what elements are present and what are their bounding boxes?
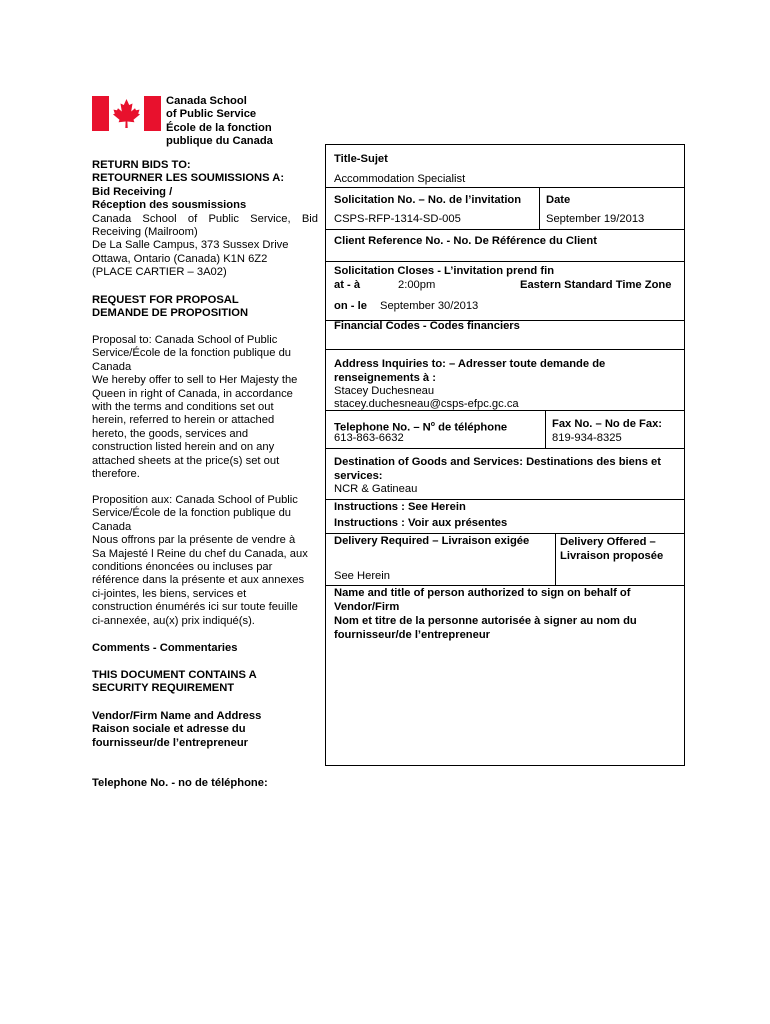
divider	[326, 187, 684, 188]
return-bids-title-fr: RETOURNER LES SOUMISSIONS A:	[92, 172, 285, 185]
divider	[545, 410, 546, 448]
solicitation-box	[325, 144, 685, 766]
proposal-line: Proposal to: Canada School of Public	[92, 334, 278, 346]
proposal-line: référence dans la présente et aux annexes	[92, 574, 305, 587]
divider	[555, 533, 556, 585]
rfp-title	[92, 294, 318, 321]
destination-label-cont: services:	[334, 470, 383, 482]
date-label: Date	[546, 194, 571, 206]
proposal-english	[92, 334, 318, 481]
inquiries-label: Address Inquiries to: – Adresser toute demande de	[334, 358, 606, 370]
closing-time: 2:00pm	[398, 279, 436, 291]
vendor-line: Raison sociale et adresse du	[92, 723, 246, 736]
proposal-line: Sa Majesté l Reine du chef du Canada, aux	[92, 547, 308, 560]
proposal-french	[92, 494, 318, 628]
destination-value: NCR & Gatineau	[334, 483, 418, 495]
security-requirement	[92, 669, 318, 696]
solicitation-closes-label: Solicitation Closes - L’invitation prend fin	[334, 265, 555, 277]
divider	[326, 499, 684, 500]
proposal-line: with the terms and conditions set out	[92, 401, 274, 414]
proposal-line: herein, referred to herein or attached	[92, 414, 275, 427]
solicitation-no-label: Solicitation No. – No. de l’invitation	[334, 194, 522, 206]
instructions-en: Instructions : See Herein	[334, 501, 466, 513]
contact-email[interactable]: stacey.duchesneau@csps-efpc.gc.ca	[334, 398, 519, 410]
contact-name: Stacey Duchesneau	[334, 385, 435, 397]
title-value: Accommodation Specialist	[334, 173, 466, 185]
telephone-no-value: 613-863-6632	[334, 432, 404, 444]
at-label: at - à	[334, 279, 361, 291]
divider	[326, 261, 684, 262]
comments-label: Comments - Commentaries	[92, 642, 238, 654]
vendor-line: Vendor/Firm Name and Address	[92, 710, 262, 722]
title-label: Title-Sujet	[334, 153, 388, 165]
divider	[539, 187, 540, 229]
delivery-required-value: See Herein	[334, 570, 390, 582]
agency-name	[166, 95, 273, 149]
proposal-line: Canada	[92, 520, 132, 533]
authorized-signer-label: Name and title of person authorized to sign on behalf of	[334, 587, 631, 599]
time-zone: Eastern Standard Time Zone	[520, 279, 672, 291]
proposal-line: Queen in right of Canada, in accordance	[92, 387, 293, 400]
proposal-line: ci-annexée, au(x) prix indiqué(s).	[92, 614, 255, 627]
on-label: on - le	[334, 300, 367, 312]
maple-leaf-icon	[92, 96, 161, 131]
vendor-name-address	[92, 710, 318, 750]
fax-no-value: 819-934-8325	[552, 432, 622, 444]
agency-line: Canada School	[166, 95, 247, 107]
proposal-line: Canada	[92, 360, 132, 373]
authorized-signer-label: Nom et titre de la personne autorisée à signer au nom du	[334, 615, 637, 627]
rfp-title-en: REQUEST FOR PROPOSAL	[92, 294, 239, 306]
divider	[326, 448, 684, 449]
proposal-line: construction listed herein and on any	[92, 441, 275, 454]
proposal-line: ci-jointes, les biens, services et	[92, 587, 247, 600]
telephone-label: Telephone No. - no de téléphone:	[92, 777, 268, 789]
address-line: (PLACE CARTIER – 3A02)	[92, 266, 227, 279]
proposal-line: Service/École de la fonction publique du	[92, 347, 292, 360]
fax-no-label: Fax No. – No de Fax:	[552, 418, 663, 430]
date-value: September 19/2013	[546, 213, 645, 225]
divider	[326, 585, 684, 586]
proposal-line: Proposition aux: Canada School of Public	[92, 494, 298, 506]
delivery-required-label: Delivery Required – Livraison exigée	[334, 535, 530, 547]
divider	[326, 533, 684, 534]
bid-receiving-label: Bid Receiving /	[92, 185, 173, 198]
delivery-offered-label: Delivery Offered –	[560, 536, 656, 548]
telephone-label-sup: o	[430, 421, 436, 428]
proposal-line: construction énumérés ici sur toute feuille	[92, 601, 298, 614]
client-reference-label: Client Reference No. - No. De Référence du Client	[334, 235, 597, 247]
telephone-label-text-2: de téléphone	[435, 421, 508, 434]
closing-date: September 30/2013	[380, 300, 479, 312]
canada-flag-logo	[92, 96, 161, 131]
agency-line: of Public Service	[166, 108, 257, 121]
agency-line: publique du Canada	[166, 135, 273, 148]
solicitation-no-value: CSPS-RFP-1314-SD-005	[334, 213, 461, 225]
proposal-line: We hereby offer to sell to Her Majesty the	[92, 374, 298, 387]
proposal-line: therefore.	[92, 468, 140, 481]
address-line: Ottawa, Ontario (Canada) K1N 6Z2	[92, 252, 268, 265]
delivery-offered-label-fr: Livraison proposée	[560, 550, 664, 562]
destination-label: Destination of Goods and Services: Destinations des biens et	[334, 456, 661, 468]
security-line: SECURITY REQUIREMENT	[92, 682, 235, 695]
divider	[326, 349, 684, 350]
authorized-signer-label: fournisseur/de l’entrepreneur	[334, 629, 491, 641]
proposal-line: attached sheets at the price(s) set out	[92, 454, 280, 467]
proposal-line: Service/École de la fonction publique du	[92, 507, 292, 520]
financial-codes-label: Financial Codes - Codes financiers	[334, 320, 520, 332]
proposal-line: hereto, the goods, services and	[92, 427, 249, 440]
address-line: Receiving (Mailroom)	[92, 226, 198, 239]
rfp-title-fr: DEMANDE DE PROPOSITION	[92, 307, 249, 320]
address-line: Canada School of Public Service, Bid	[92, 212, 318, 225]
authorized-signer-label: Vendor/Firm	[334, 601, 400, 613]
security-line: THIS DOCUMENT CONTAINS A	[92, 669, 257, 681]
telephone-label-text: Telephone No. – N	[334, 421, 431, 434]
divider	[326, 229, 684, 230]
proposal-line: conditions énoncées ou incluses par	[92, 561, 273, 574]
inquiries-label-fr: renseignements à :	[334, 372, 436, 384]
return-bids-section	[92, 159, 318, 280]
instructions-fr: Instructions : Voir aux présentes	[334, 517, 508, 529]
vendor-line: fournisseur/de l’entrepreneur	[92, 736, 249, 749]
bid-receiving-label-fr: Réception des sousmissions	[92, 199, 247, 212]
proposal-line: Nous offrons par la présente de vendre à	[92, 534, 296, 547]
agency-line: École de la fonction	[166, 121, 272, 134]
return-bids-title: RETURN BIDS TO:	[92, 159, 191, 171]
address-line: De La Salle Campus, 373 Sussex Drive	[92, 239, 289, 252]
